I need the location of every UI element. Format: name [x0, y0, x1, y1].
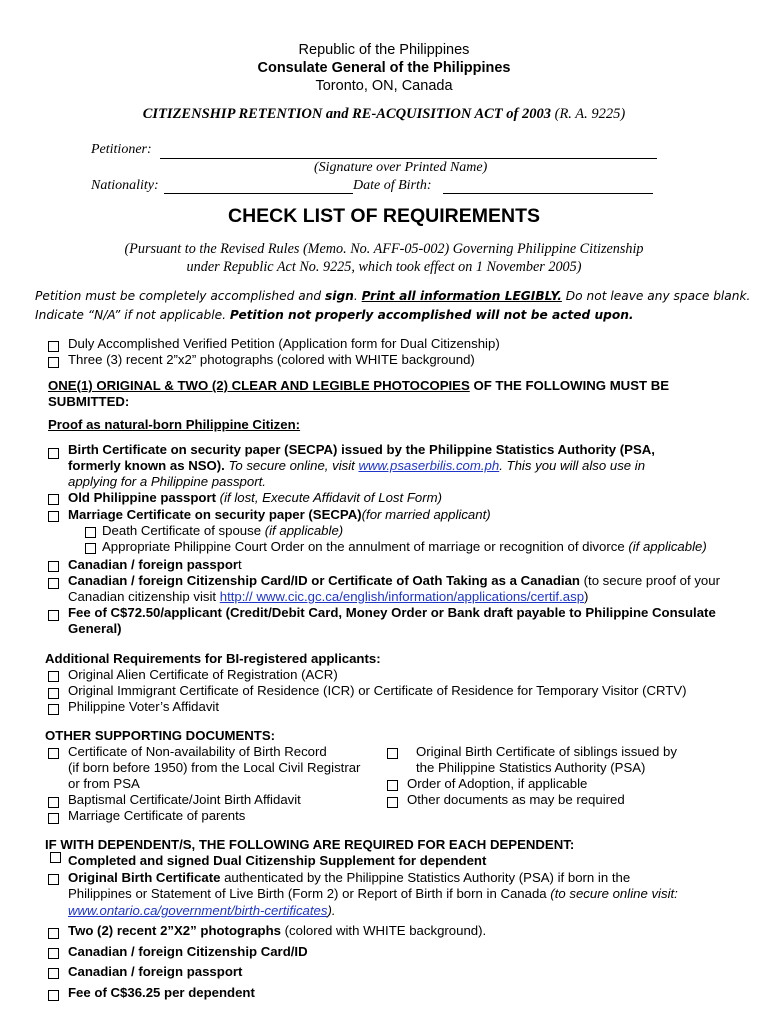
item-baptismal: Baptismal Certificate/Joint Birth Affidavit [68, 792, 301, 807]
act-reference: (R. A. 9225) [554, 106, 626, 122]
item-foreign-passport: Canadian / foreign passport [68, 557, 242, 572]
instructions-line-2: Indicate “N/A” if not applicable. Petition not properly accomplished will not be acted upon. [35, 308, 634, 322]
checkbox-dependent-supplement[interactable] [50, 852, 61, 863]
checkbox-voters-affidavit[interactable] [48, 704, 59, 715]
checkbox-acr[interactable] [48, 671, 59, 682]
act-title: CITIZENSHIP RETENTION and RE-ACQUISITION ACT of 2003 [142, 106, 551, 122]
originals-heading: ONE(1) ORIGINAL & TWO (2) CLEAR AND LEGIBLE PHOTOCOPIES OF THE FOLLOWING MUST BE [48, 378, 670, 393]
dob-field[interactable] [443, 193, 653, 194]
item-acr: Original Alien Certificate of Registration (ACR) [68, 667, 338, 682]
item-old-passport: Old Philippine passport (if lost, Execute Affidavit of Lost Form) [68, 490, 442, 505]
non-availability-line-3: or from PSA [68, 776, 140, 791]
item-adoption: Order of Adoption, if applicable [407, 776, 588, 791]
checkbox-siblings-birth[interactable] [387, 748, 398, 759]
consulate-name: Consulate General of the Philippines [257, 60, 511, 76]
item-marriage-certificate: Marriage Certificate on security paper (SECPA)(for married applicant) [68, 507, 491, 522]
subtitle-line-1: (Pursuant to the Revised Rules (Memo. No. AFF-05-002) Governing Philippine Citizenship [124, 241, 644, 257]
applicant-fee-line-2: General) [68, 621, 122, 636]
checkbox-court-order[interactable] [85, 543, 96, 554]
checklist-title: CHECK LIST OF REQUIREMENTS [227, 205, 540, 227]
non-availability-line-2: (if born before 1950) from the Local Civil Registrar [68, 760, 361, 775]
item-voters-affidavit: Philippine Voter’s Affidavit [68, 699, 220, 714]
natural-born-heading: Proof as natural-born Philippine Citizen: [48, 417, 301, 432]
non-availability-line-1: Certificate of Non-availability of Birth Record [68, 744, 327, 759]
checkbox-old-passport[interactable] [48, 494, 59, 505]
dependent-birth-line-3: www.ontario.ca/government/birth-certificates). [68, 903, 336, 918]
checkbox-parents-marriage[interactable] [48, 813, 59, 824]
cic-link[interactable]: http:// www.cic.gc.ca/english/information/applications/certif.asp [219, 589, 585, 604]
bi-registered-heading: Additional Requirements for BI-registered applicants: [45, 651, 381, 666]
checkbox-citizenship-card[interactable] [48, 578, 59, 589]
dependent-birth-line-2: Philippines or Statement of Live Birth (Form 2) or Report of Birth if born in Canada (to secure online visit: [68, 886, 678, 901]
item-dependent-citizenship-card: Canadian / foreign Citizenship Card/ID [68, 944, 308, 959]
checkbox-dependent-passport[interactable] [48, 968, 59, 979]
item-parents-marriage: Marriage Certificate of parents [68, 808, 246, 823]
item-other-documents: Other documents as may be required [407, 792, 625, 807]
item-icr: Original Immigrant Certificate of Residence (ICR) or Certificate of Residence for Temporary Visitor (CRTV) [68, 683, 687, 698]
checkbox-applicant-fee[interactable] [48, 610, 59, 621]
signature-note: (Signature over Printed Name) [314, 160, 488, 175]
citizenship-card-line-2: Canadian citizenship visit http:// www.cic.gc.ca/english/information/applications/certif.asp) [68, 589, 589, 604]
republic-line: Republic of the Philippines [298, 42, 470, 58]
checkbox-other-documents[interactable] [387, 797, 398, 808]
item-verified-petition: Duly Accomplished Verified Petition (Application form for Dual Citizenship) [68, 336, 500, 351]
item-dependent-supplement: Completed and signed Dual Citizenship Supplement for dependent [68, 853, 487, 868]
checkbox-baptismal[interactable] [48, 797, 59, 808]
citizenship-card-line-1: Canadian / foreign Citizenship Card/ID or Certificate of Oath Taking as a Canadian (to secure proof of your [68, 573, 720, 588]
checkbox-dependent-citizenship-card[interactable] [48, 948, 59, 959]
checkbox-birth-certificate[interactable] [48, 448, 59, 459]
checkbox-dependent-fee[interactable] [48, 990, 59, 1001]
checkbox-photographs[interactable] [48, 357, 59, 368]
subtitle-line-2: under Republic Act No. 9225, which took effect on 1 November 2005) [186, 259, 582, 275]
instructions-line-1: Petition must be completely accomplished and sign. Print all information LEGIBLY. Do not leave any space blank. [35, 289, 751, 303]
siblings-birth-line-1: Original Birth Certificate of siblings issued by [416, 744, 677, 759]
nationality-label: Nationality: [91, 178, 159, 193]
checkbox-non-availability[interactable] [48, 748, 59, 759]
item-death-certificate: Death Certificate of spouse (if applicable) [102, 523, 344, 538]
item-court-order: Appropriate Philippine Court Order on the annulment of marriage or recognition of divorce (if applicable) [102, 539, 707, 554]
originals-heading-line-2: SUBMITTED: [48, 394, 130, 409]
ontario-birth-link[interactable]: www.ontario.ca/government/birth-certificates [68, 903, 328, 918]
siblings-birth-line-2: the Philippine Statistics Authority (PSA) [416, 760, 646, 775]
psaserbilis-link[interactable]: www.psaserbilis.com.ph [358, 458, 500, 473]
checkbox-marriage-certificate[interactable] [48, 511, 59, 522]
checkbox-death-certificate[interactable] [85, 527, 96, 538]
checkbox-foreign-passport[interactable] [48, 561, 59, 572]
petitioner-field[interactable] [160, 158, 657, 159]
checkbox-icr[interactable] [48, 688, 59, 699]
dependents-heading: IF WITH DEPENDENT/S, THE FOLLOWING ARE REQUIRED FOR EACH DEPENDENT: [45, 837, 575, 852]
item-dependent-fee: Fee of C$36.25 per dependent [68, 985, 255, 1000]
item-photographs: Three (3) recent 2”x2” photographs (colored with WHITE background) [68, 352, 475, 367]
checkbox-verified-petition[interactable] [48, 341, 59, 352]
act-title-line [0, 106, 768, 123]
consulate-location: Toronto, ON, Canada [315, 78, 453, 94]
checkbox-adoption[interactable] [387, 780, 398, 791]
applicant-fee-line-1: Fee of C$72.50/applicant (Credit/Debit Card, Money Order or Bank draft payable to Philippine Consulate [68, 605, 716, 620]
petitioner-label: Petitioner: [91, 142, 152, 157]
dependent-birth-line-1: Original Birth Certificate authenticated by the Philippine Statistics Authority (PSA) if born in the [68, 870, 631, 885]
birth-certificate-line-1: Birth Certificate on security paper (SECPA) issued by the Philippine Statistics Authority (PSA, [68, 442, 655, 457]
birth-certificate-line-3: applying for a Philippine passport. [68, 474, 266, 489]
item-dependent-passport: Canadian / foreign passport [68, 964, 243, 979]
checkbox-dependent-birth-certificate[interactable] [48, 874, 59, 885]
checkbox-dependent-photographs[interactable] [48, 928, 59, 939]
other-documents-heading: OTHER SUPPORTING DOCUMENTS: [45, 728, 276, 743]
item-dependent-photographs: Two (2) recent 2”X2” photographs (colored with WHITE background). [68, 923, 487, 938]
nationality-field[interactable] [164, 193, 353, 194]
dob-label: Date of Birth: [353, 178, 432, 193]
birth-certificate-line-2: formerly known as NSO). To secure online, visit www.psaserbilis.com.ph. This you will also use in [68, 458, 646, 473]
